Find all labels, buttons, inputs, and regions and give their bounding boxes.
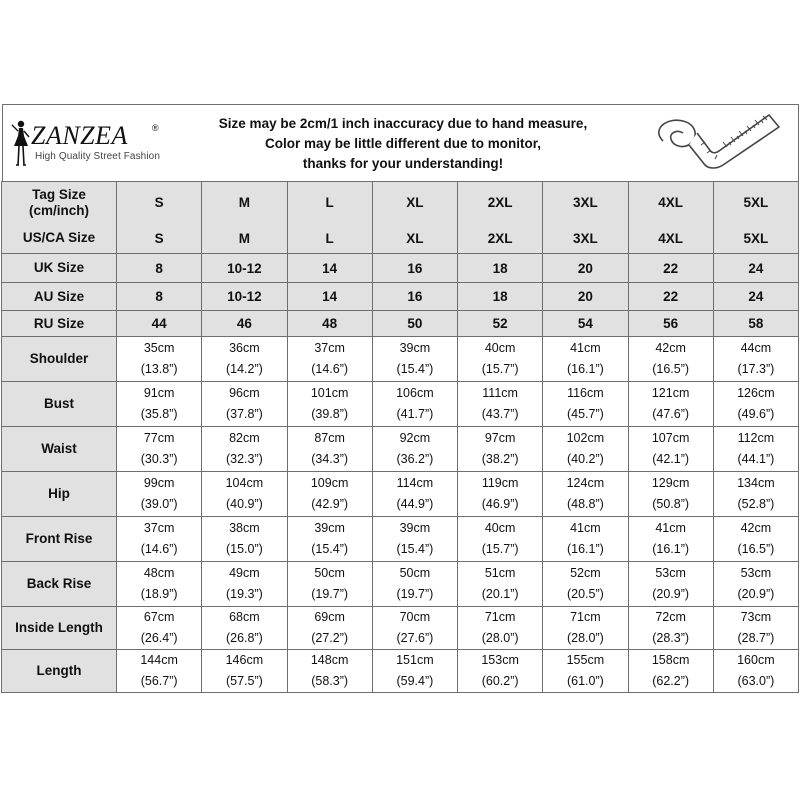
hip-row — [1, 472, 799, 517]
inch-value: (18.9”) — [140, 587, 178, 601]
cm-value: 114cm — [396, 476, 434, 490]
cell — [458, 517, 543, 562]
cm-value: 99cm — [143, 476, 175, 490]
row-label: US/CA Size — [1, 223, 117, 254]
cm-value: 87cm — [314, 431, 345, 445]
cell — [288, 607, 373, 650]
inch-value: (20.9”) — [652, 587, 690, 601]
cell: 5XL — [714, 223, 799, 254]
row-label: Hip — [1, 472, 117, 517]
cell: 4XL — [629, 223, 714, 254]
cm-value: 41cm — [570, 341, 601, 355]
woman-silhouette-icon — [11, 119, 31, 169]
cm-value: 40cm — [484, 521, 516, 535]
inch-value: (30.3”) — [140, 452, 178, 466]
inch-value: (40.9”) — [225, 497, 263, 511]
cell — [202, 562, 287, 607]
inch-value: (15.7”) — [481, 362, 519, 376]
registered-mark: ® — [152, 123, 159, 133]
cm-value: 151cm — [396, 653, 434, 667]
cell: 10-12 — [202, 254, 287, 283]
inch-value: (17.3”) — [737, 362, 775, 376]
inch-value: (27.2”) — [311, 631, 349, 645]
cm-value: 73cm — [740, 610, 772, 624]
inch-value: (56.7”) — [140, 674, 178, 688]
notice-line-2: Color may be little different due to monitor, — [264, 136, 542, 151]
cell — [373, 382, 458, 427]
inch-value: (44.1”) — [737, 452, 775, 466]
cm-value: 39cm — [399, 521, 431, 535]
cell — [117, 650, 202, 693]
cell — [629, 562, 714, 607]
au-size-row — [1, 283, 799, 311]
inch-value: (40.2”) — [566, 452, 604, 466]
cell — [373, 472, 458, 517]
cell: 8 — [117, 254, 202, 283]
size-chart — [1, 104, 799, 693]
cm-value: 68cm — [229, 610, 260, 624]
cell — [714, 562, 799, 607]
inch-value: (62.2”) — [652, 674, 690, 688]
inch-value: (46.9”) — [481, 497, 519, 511]
cm-value: 119cm — [481, 476, 519, 490]
cm-value: 37cm — [143, 521, 175, 535]
cell — [458, 562, 543, 607]
cell — [543, 472, 628, 517]
cm-value: 71cm — [484, 610, 516, 624]
inch-value: (16.5”) — [652, 362, 690, 376]
cell — [117, 517, 202, 562]
cell: XL — [373, 182, 458, 224]
inch-value: (28.3”) — [652, 631, 690, 645]
chart-header — [2, 104, 799, 181]
inch-value: (37.8”) — [225, 407, 263, 421]
cm-value: 53cm — [740, 566, 772, 580]
cell — [288, 382, 373, 427]
cm-value: 112cm — [737, 431, 775, 445]
cm-value: 160cm — [737, 653, 775, 667]
inch-value: (26.4”) — [140, 631, 178, 645]
cell — [202, 427, 287, 472]
row-label: Inside Length — [1, 607, 117, 650]
cm-value: 39cm — [314, 521, 345, 535]
cell — [288, 562, 373, 607]
cell: 18 — [458, 254, 543, 283]
inch-value: (47.6”) — [652, 407, 690, 421]
cell — [458, 650, 543, 693]
cm-value: 82cm — [229, 431, 260, 445]
inch-value: (14.2”) — [225, 362, 263, 376]
cm-value: 48cm — [143, 566, 175, 580]
cell — [629, 382, 714, 427]
cm-value: 96cm — [229, 386, 260, 400]
cell: 16 — [373, 254, 458, 283]
cell — [458, 337, 543, 382]
cm-value: 41cm — [570, 521, 601, 535]
cell: 2XL — [458, 182, 543, 224]
notice-line-3: thanks for your understanding! — [302, 156, 504, 171]
cell — [714, 427, 799, 472]
inch-value: (59.4”) — [396, 674, 434, 688]
cell: 48 — [288, 311, 373, 337]
cell: 3XL — [543, 223, 628, 254]
cell: 24 — [714, 254, 799, 283]
cell — [117, 382, 202, 427]
cm-value: 35cm — [143, 341, 175, 355]
cell: L — [288, 223, 373, 254]
cm-value: 129cm — [651, 476, 690, 490]
tag-size-label: Tag Size (cm/inch) — [28, 186, 89, 218]
inch-value: (49.6”) — [737, 407, 775, 421]
us-ca-size-row — [1, 223, 799, 254]
cm-value: 146cm — [225, 653, 264, 667]
cell — [543, 337, 628, 382]
inch-value: (28.0”) — [566, 631, 604, 645]
inch-value: (41.7”) — [396, 407, 434, 421]
cell — [543, 427, 628, 472]
inch-value: (58.3”) — [311, 674, 349, 688]
inch-value: (28.7”) — [737, 631, 775, 645]
cell: 20 — [543, 283, 628, 311]
cell — [288, 427, 373, 472]
cell — [117, 562, 202, 607]
cell: M — [202, 223, 287, 254]
cell: M — [202, 182, 287, 224]
row-label: Waist — [1, 427, 117, 472]
cell: 20 — [543, 254, 628, 283]
cell — [543, 650, 628, 693]
cell: 44 — [117, 311, 202, 337]
back-rise-row — [1, 562, 799, 607]
inch-value: (16.1”) — [652, 542, 690, 556]
cell — [373, 607, 458, 650]
inch-value: (16.1”) — [566, 542, 604, 556]
inch-value: (13.8”) — [140, 362, 178, 376]
inch-value: (43.7”) — [481, 407, 519, 421]
inch-value: (20.1”) — [481, 587, 519, 601]
cm-value: 77cm — [143, 431, 175, 445]
cell — [373, 650, 458, 693]
brand-tagline: High Quality Street Fashion — [35, 151, 160, 162]
cm-value: 69cm — [314, 610, 345, 624]
cell — [458, 472, 543, 517]
cm-value: 102cm — [566, 431, 605, 445]
cm-value: 134cm — [737, 476, 775, 490]
cm-value: 155cm — [566, 653, 605, 667]
cell — [629, 427, 714, 472]
cm-value: 71cm — [570, 610, 601, 624]
inch-value: (39.8”) — [311, 407, 349, 421]
inch-value: (60.2”) — [481, 674, 519, 688]
cell: 46 — [202, 311, 287, 337]
cm-value: 97cm — [484, 431, 516, 445]
inch-value: (16.5”) — [737, 542, 775, 556]
cell — [458, 607, 543, 650]
cm-value: 72cm — [655, 610, 686, 624]
cell: 22 — [629, 283, 714, 311]
cm-value: 92cm — [399, 431, 431, 445]
cm-value: 42cm — [740, 521, 772, 535]
cm-value: 37cm — [314, 341, 345, 355]
cell — [714, 472, 799, 517]
inch-value: (34.3”) — [311, 452, 349, 466]
cell — [373, 562, 458, 607]
cm-value: 91cm — [143, 386, 175, 400]
inch-value: (15.4”) — [396, 542, 434, 556]
uk-size-row — [1, 254, 799, 283]
cm-value: 39cm — [399, 341, 431, 355]
inch-value: (42.1”) — [652, 452, 690, 466]
cell — [202, 517, 287, 562]
cell — [714, 607, 799, 650]
inch-value: (35.8”) — [140, 407, 178, 421]
cell: 50 — [373, 311, 458, 337]
cm-value: 70cm — [399, 610, 431, 624]
inch-value: (42.9”) — [311, 497, 349, 511]
inch-value: (45.7”) — [566, 407, 604, 421]
cell: S — [117, 182, 202, 224]
cm-value: 41cm — [655, 521, 686, 535]
inch-value: (16.1”) — [566, 362, 604, 376]
cell — [543, 562, 628, 607]
cell: 4XL — [629, 182, 714, 224]
cm-value: 44cm — [740, 341, 772, 355]
measuring-tape-icon — [645, 111, 785, 177]
cell — [288, 472, 373, 517]
cm-value: 107cm — [651, 431, 690, 445]
cm-value: 50cm — [399, 566, 431, 580]
cell: L — [288, 182, 373, 224]
cell — [543, 517, 628, 562]
cm-value: 42cm — [655, 341, 686, 355]
cm-value: 40cm — [484, 341, 516, 355]
waist-row — [1, 427, 799, 472]
brand-logo — [7, 115, 177, 177]
cell — [288, 337, 373, 382]
cell — [543, 607, 628, 650]
row-label: RU Size — [1, 311, 117, 337]
cell — [714, 382, 799, 427]
cell: 8 — [117, 283, 202, 311]
row-label: UK Size — [1, 254, 117, 283]
inch-value: (14.6”) — [140, 542, 178, 556]
cell — [373, 427, 458, 472]
inch-value: (15.7”) — [481, 542, 519, 556]
tag-size-row — [1, 181, 799, 224]
cell — [202, 472, 287, 517]
inch-value: (20.9”) — [737, 587, 775, 601]
inch-value: (19.7”) — [311, 587, 349, 601]
cm-value: 111cm — [482, 386, 518, 400]
inch-value: (36.2”) — [396, 452, 434, 466]
inch-value: (44.9”) — [396, 497, 434, 511]
inside-length-row — [1, 607, 799, 650]
cell — [117, 607, 202, 650]
inch-value: (15.4”) — [396, 362, 434, 376]
inch-value: (39.0”) — [140, 497, 178, 511]
cm-value: 116cm — [567, 386, 604, 400]
inch-value: (28.0”) — [481, 631, 519, 645]
cell — [288, 650, 373, 693]
cell: 14 — [288, 254, 373, 283]
row-label: Back Rise — [1, 562, 117, 607]
inch-value: (48.8”) — [566, 497, 604, 511]
front-rise-row — [1, 517, 799, 562]
cm-value: 36cm — [229, 341, 260, 355]
cm-value: 158cm — [651, 653, 690, 667]
inch-value: (38.2”) — [481, 452, 519, 466]
cell: S — [117, 223, 202, 254]
cm-value: 38cm — [229, 521, 260, 535]
inch-value: (19.7”) — [396, 587, 434, 601]
cell: 14 — [288, 283, 373, 311]
inch-value: (15.4”) — [311, 542, 349, 556]
cm-value: 104cm — [225, 476, 264, 490]
row-label: AU Size — [1, 283, 117, 311]
length-row — [1, 650, 799, 693]
cm-value: 148cm — [310, 653, 349, 667]
cm-value: 153cm — [481, 653, 519, 667]
cell — [714, 650, 799, 693]
cell — [202, 337, 287, 382]
cell — [629, 337, 714, 382]
cell — [629, 472, 714, 517]
inch-value: (32.3”) — [225, 452, 263, 466]
cm-value: 49cm — [229, 566, 260, 580]
cm-value: 124cm — [566, 476, 605, 490]
cm-value: 51cm — [484, 566, 516, 580]
cell — [458, 382, 543, 427]
cell: 10-12 — [202, 283, 287, 311]
inch-value: (26.8”) — [225, 631, 263, 645]
cell — [117, 337, 202, 382]
cell: 16 — [373, 283, 458, 311]
cm-value: 126cm — [737, 386, 775, 400]
cell: XL — [373, 223, 458, 254]
inch-value: (61.0”) — [566, 674, 604, 688]
inch-value: (57.5”) — [225, 674, 263, 688]
inch-value: (19.3”) — [225, 587, 263, 601]
cm-value: 53cm — [655, 566, 686, 580]
cell: 2XL — [458, 223, 543, 254]
row-label-tag-size — [1, 182, 117, 224]
cell — [373, 337, 458, 382]
cell — [714, 517, 799, 562]
inch-value: (63.0”) — [737, 674, 775, 688]
cm-value: 101cm — [310, 386, 349, 400]
cell — [202, 650, 287, 693]
cell: 54 — [543, 311, 628, 337]
bust-row — [1, 382, 799, 427]
row-label: Shoulder — [1, 337, 117, 382]
cm-value: 52cm — [570, 566, 601, 580]
cm-value: 106cm — [396, 386, 434, 400]
cell: 56 — [629, 311, 714, 337]
cm-value: 121cm — [651, 386, 690, 400]
cell — [202, 607, 287, 650]
cell: 58 — [714, 311, 799, 337]
cm-value: 67cm — [143, 610, 175, 624]
inch-value: (52.8”) — [737, 497, 775, 511]
cell: 22 — [629, 254, 714, 283]
cell — [714, 337, 799, 382]
shoulder-row — [1, 337, 799, 382]
cm-value: 144cm — [140, 653, 178, 667]
cell — [202, 382, 287, 427]
cell — [117, 427, 202, 472]
cell — [629, 650, 714, 693]
cell — [288, 517, 373, 562]
cell: 5XL — [714, 182, 799, 224]
row-label: Front Rise — [1, 517, 117, 562]
measurement-notice — [193, 114, 613, 174]
notice-line-1: Size may be 2cm/1 inch inaccuracy due to hand measure, — [218, 116, 588, 131]
cell — [458, 427, 543, 472]
row-label: Bust — [1, 382, 117, 427]
ru-size-row — [1, 311, 799, 337]
inch-value: (20.5”) — [566, 587, 604, 601]
inch-value: (50.8”) — [652, 497, 690, 511]
inch-value: (15.0”) — [225, 542, 263, 556]
cell: 3XL — [543, 182, 628, 224]
cm-value: 50cm — [314, 566, 345, 580]
row-label: Length — [1, 650, 117, 693]
cell — [373, 517, 458, 562]
inch-value: (27.6”) — [396, 631, 434, 645]
cell: 24 — [714, 283, 799, 311]
cell: 52 — [458, 311, 543, 337]
cell: 18 — [458, 283, 543, 311]
cm-value: 109cm — [310, 476, 349, 490]
cell — [543, 382, 628, 427]
cell — [117, 472, 202, 517]
inch-value: (14.6”) — [311, 362, 349, 376]
brand-name: ZANZEA — [31, 121, 128, 150]
cell — [629, 517, 714, 562]
cell — [629, 607, 714, 650]
